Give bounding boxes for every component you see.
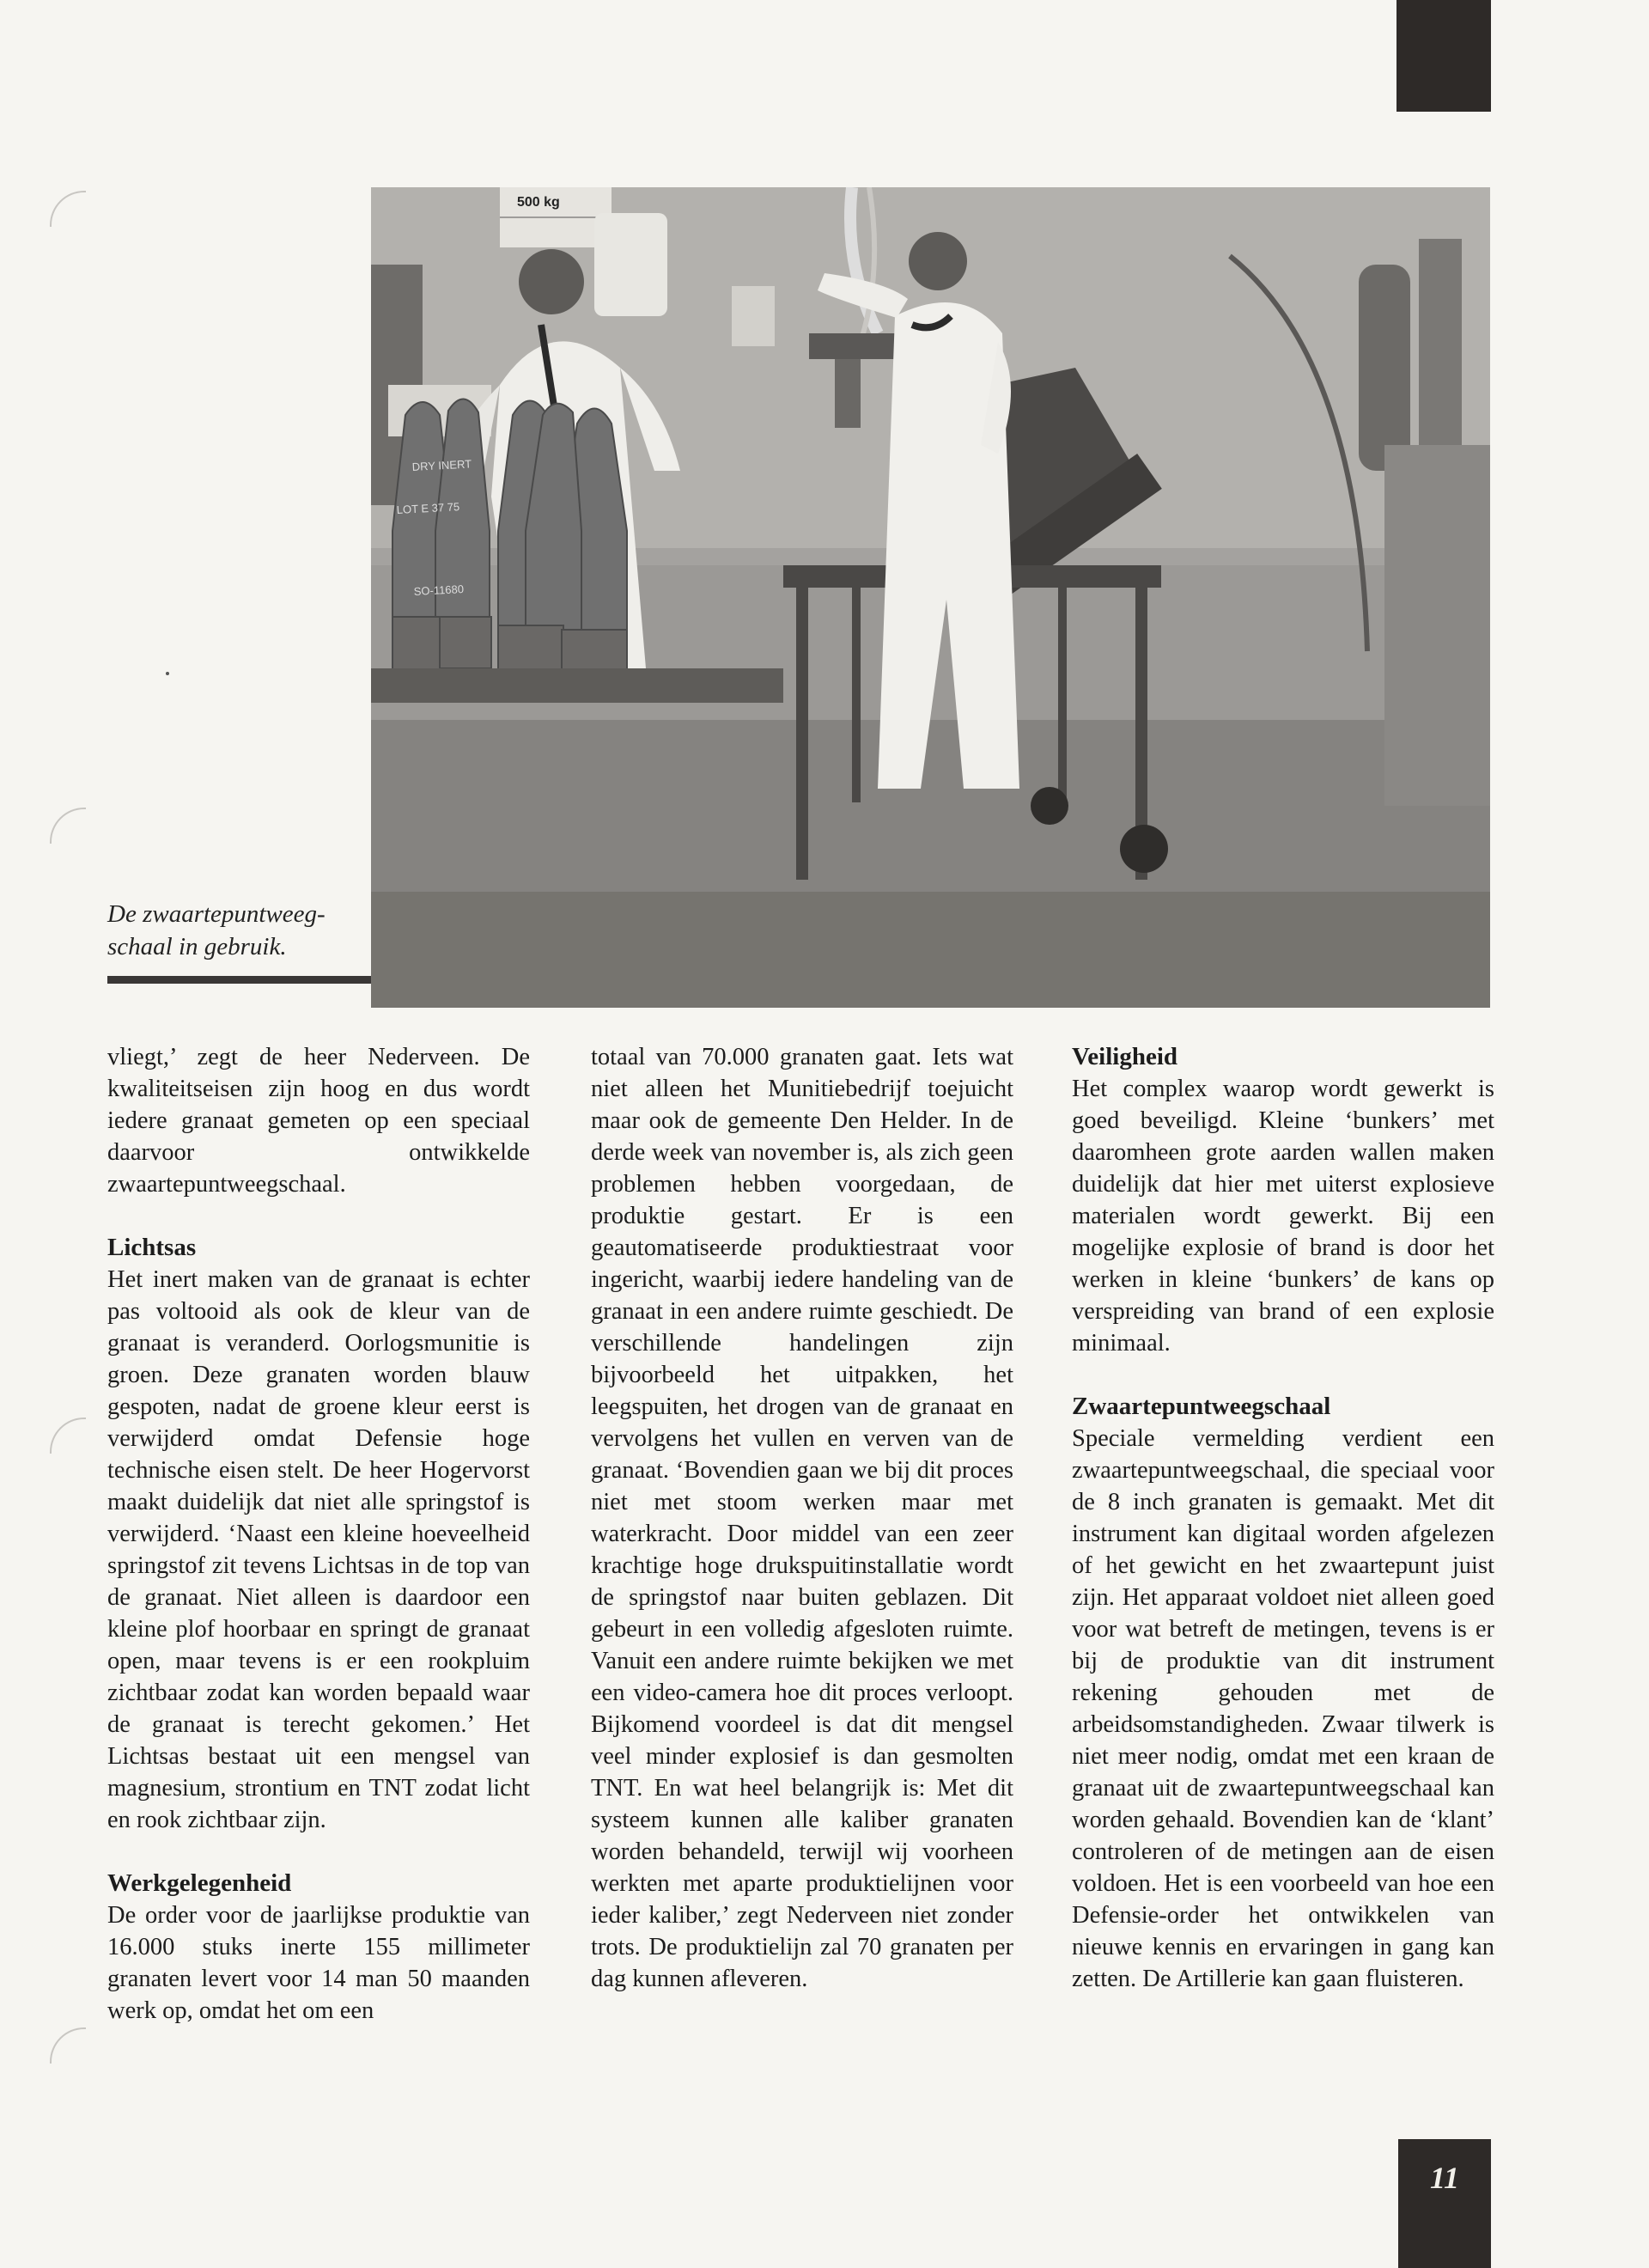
page-number-box <box>1398 2139 1491 2268</box>
paragraph: Het complex waarop wordt gewerkt is goed beveiligd. Kleine ‘bunkers’ met daaromheen grote aarden wallen maken duidelijk dat hier met uiterst explosieve materialen wordt gewerkt. Bij een mogelijke explosie of brand is door het werken in kleine ‘bunkers’ de kans op verspreiding van brand of een explosie minimaal. <box>1072 1076 1494 1357</box>
svg-text:LOT E 37 75: LOT E 37 75 <box>396 500 460 516</box>
text-column-3 <box>1072 1041 1494 1995</box>
punch-hole-mark <box>50 1418 86 1454</box>
section-heading: Zwaartepuntweegschaal <box>1072 1393 1331 1420</box>
punch-hole-mark <box>50 191 86 227</box>
photo-caption <box>107 898 365 963</box>
paragraph: vliegt,’ zegt de heer Nederveen. De kwaliteitseisen zijn hoog en dus wordt iedere granaat gemeten op een speciaal daarvoor ontwikkelde zwaartepuntweegschaal. <box>107 1044 530 1198</box>
svg-text:DRY INERT: DRY INERT <box>411 457 472 473</box>
caption-line: schaal in gebruik. <box>107 933 287 960</box>
page-number: 11 <box>1429 2161 1459 2195</box>
article-photo <box>371 187 1490 1008</box>
paragraph: Het inert maken van de granaat is echter pas voltooid als ook de kleur van de granaat is veranderd. Oorlogsmunitie is groen. Deze granaten worden blauw gespoten, nadat de groene kleur eerst is verwijderd omdat Defensie hoge technische eisen stelt. De heer Hogervorst maakt duidelijk dat niet alle springstof is verwijderd. ‘Naast een kleine hoeveelheid springstof zit tevens Lichtsas in de top van de granaat. Niet alleen is daardoor een kleine plof hoorbaar en springt de granaat open, maar tevens is er een rookpluim zichtbaar zodat kan worden bepaald waar de granaat is terecht gekomen.’ Het Lichtsas bestaat uit een mengsel van magnesium, strontium en TNT zodat licht en rook zichtbaar zijn. <box>107 1266 530 1833</box>
svg-text:500 kg: 500 kg <box>517 195 560 210</box>
stray-dot <box>166 672 169 675</box>
caption-line: De zwaartepuntweeg- <box>107 900 326 928</box>
text-column-2 <box>591 1041 1013 1995</box>
paragraph: totaal van 70.000 granaten gaat. Iets wat niet alleen het Munitiebedrijf toejuicht maar ook de gemeente Den Helder. In de derde week van november is, als zich geen problemen hebben voorgedaan, de produktie gestart. Er is een geautomatiseerde produktiestraat voor ingericht, waarbij iedere handeling van de granaat in een andere ruimte geschiedt. De verschillende handelingen zijn bijvoorbeeld het uitpakken, het leegspuiten, het drogen van de granaat en vervolgens het vullen en verven van de granaat. ‘Bovendien gaan we bij dit proces niet met stoom werken maar met waterkracht. Door middel van een zeer krachtige hoge drukspuitinstallatie wordt de springstof naar buiten geblazen. Dit gebeurt in een volledig afgesloten ruimte. Vanuit een andere ruimte bekijken we met een video-camera hoe dit proces verloopt. Bijkomend voordeel is dat dit mengsel veel minder explosief is dan gesmolten TNT. En wat heel belangrijk is: Met dit systeem kunnen alle kaliber granaten worden behandeld, terwijl wij voorheen werkten met aparte produktielijnen voor ieder kaliber,’ zegt Nederveen niet zonder trots. De produktielijn zal 70 granaten per dag kunnen afleveren. <box>591 1044 1013 1992</box>
section-heading: Werkgelegenheid <box>107 1869 292 1897</box>
punch-hole-mark <box>50 2027 86 2064</box>
punch-hole-mark <box>50 808 86 844</box>
corner-tab <box>1396 0 1491 112</box>
caption-rule <box>107 976 371 984</box>
paragraph: De order voor de jaarlijkse produktie van 16.000 stuks inerte 155 millimeter granaten levert voor 14 man 50 maanden werk op, omdat het om een <box>107 1902 530 2024</box>
paragraph: Speciale vermelding verdient een zwaartepuntweegschaal, die speciaal voor de 8 inch granaten is gemaakt. Met dit instrument kan digitaal worden afgelezen of het gewicht en het zwaartepunt juist zijn. Het apparaat voldoet niet alleen goed voor wat betreft de metingen, tevens is er bij de produktie van dit instrument rekening gehouden met de arbeidsomstandigheden. Zwaar tilwerk is niet meer nodig, omdat met een kraan de granaat uit de zwaartepuntweegschaal kan worden gehaald. Bovendien kan de ‘klant’ controleren of de metingen aan de eisen voldoen. Het is een voorbeeld van hoe een Defensie-order het ontwikkelen van nieuwe kennis en ervaringen in gang kan zetten. De Artillerie kan gaan fluisteren. <box>1072 1425 1494 1992</box>
svg-text:SO-11680: SO-11680 <box>413 582 465 598</box>
section-heading: Veiligheid <box>1072 1043 1178 1070</box>
text-column-1 <box>107 1041 530 2027</box>
section-heading: Lichtsas <box>107 1234 197 1261</box>
